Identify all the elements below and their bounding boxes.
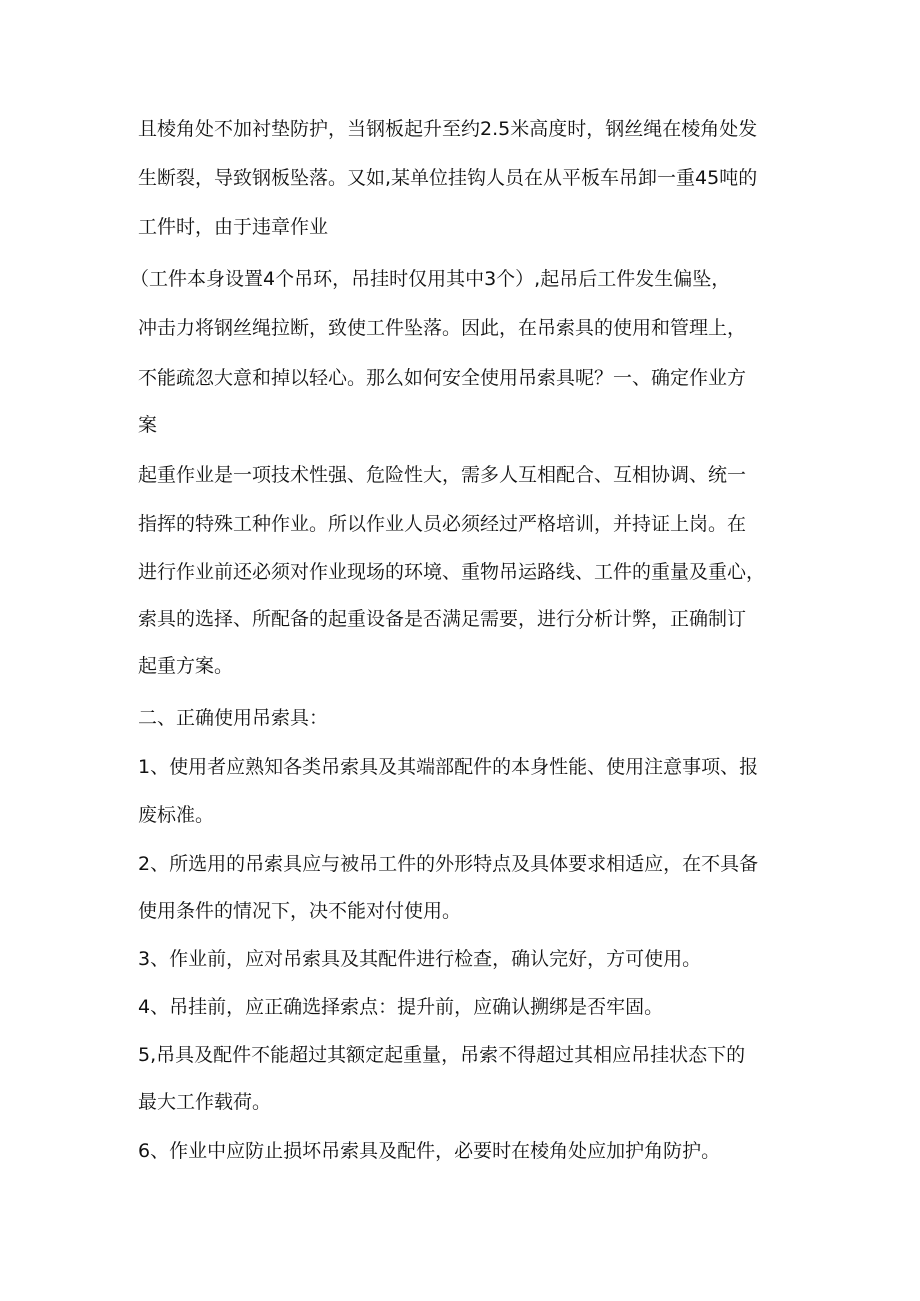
text-line: 起重作业是一项技术性强、危险性大，需多人互相配合、互相协调、统一 [138,464,747,486]
text-line: 起重方案。 [138,655,234,677]
text-line: 生断裂，导致钢板坠落。又如,某单位挂钩人员在从平板车吊卸一重45吨的 [138,167,758,189]
text-line: 不能疏忽大意和掉以轻心。那么如何安全使用吊索具呢？一、确定作业方 [138,367,747,389]
text-line: 索具的选择、所配备的起重设备是否满足需要，进行分析计弊，正确制订 [138,608,747,630]
list-item: 1、使用者应熟知各类吊索具及其端部配件的本身性能、使用注意事项、报 [138,756,759,778]
text-line: 使用条件的情况下，决不能对付使用。 [138,900,462,922]
text-line: 案 [138,414,158,436]
list-item: 5,吊具及配件不能超过其额定起重量，吊索不得超过其相应吊挂状态下的 [138,1044,746,1066]
text-line: 且棱角处不加衬垫防护，当钢板起升至约2.5米高度时，钢丝绳在棱角处发 [138,118,758,140]
text-line: 最大工作载荷。 [138,1091,272,1113]
section-heading: 二、正确使用吊索具： [138,707,329,729]
list-item: 6、作业中应防止损坏吊索具及配件，必要时在棱角处应加护角防护。 [138,1140,721,1162]
text-line: 进行作业前还必须对作业现场的环境、重物吊运路线、工件的重量及重心， [138,561,766,583]
text-line: 工件时，由于违章作业 [138,216,329,238]
text-line: 指挥的特殊工种作业。所以作业人员必须经过严格培训，并持证上岗。在 [138,513,747,535]
text-line: 冲击力将钢丝绳拉断，致使工件坠落。因此，在吊索具的使用和管理上， [138,317,747,339]
list-item: 3、作业前，应对吊索具及其配件进行检查，确认完好，方可使用。 [138,948,702,970]
text-line: 废标准。 [138,804,215,826]
list-item: 4、吊挂前，应正确选择索点：提升前，应确认搠绑是否牢固。 [138,996,664,1018]
list-item: 2、所选用的吊索具应与被吊工件的外形特点及具体要求相适应，在不具备 [138,853,759,875]
text-line: （工件本身设置4个吊环，吊挂时仅用其中3个）,起吊后工件发生偏坠， [130,268,731,290]
